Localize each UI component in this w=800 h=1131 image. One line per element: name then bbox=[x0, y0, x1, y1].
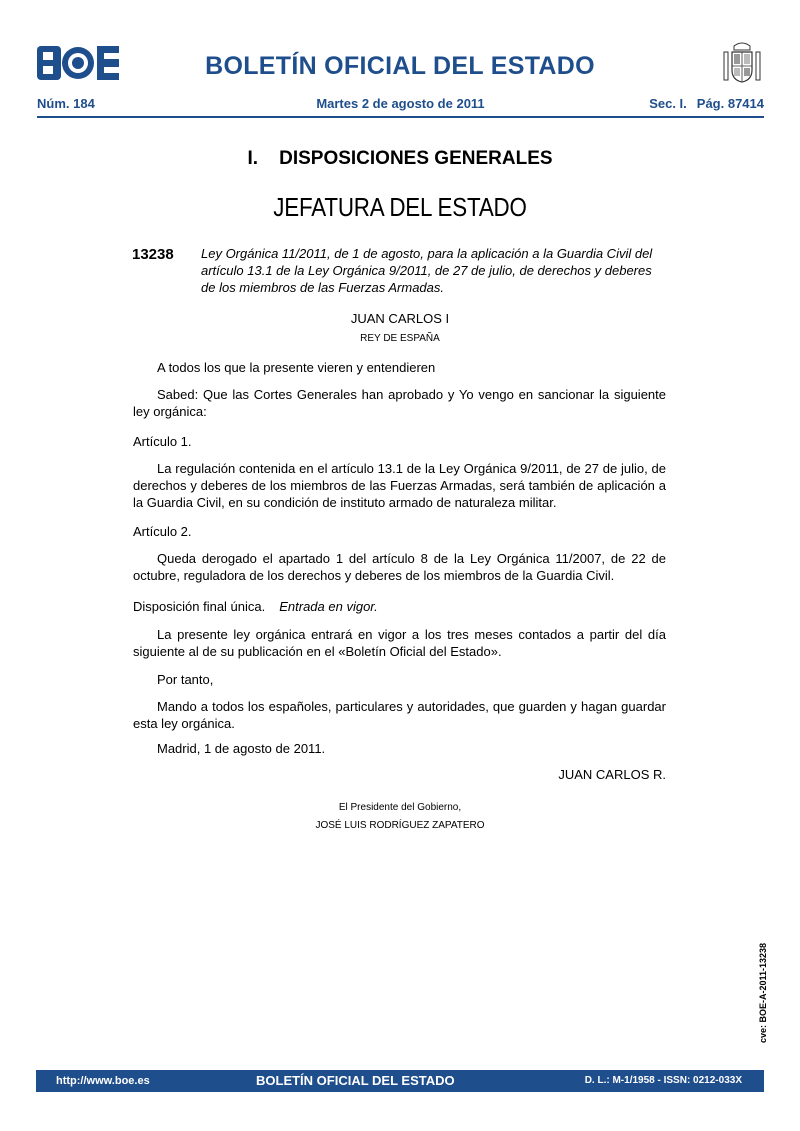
footer-url-link[interactable]: http://www.boe.es bbox=[56, 1075, 150, 1087]
boe-logo bbox=[37, 46, 119, 80]
coat-of-arms-icon bbox=[720, 40, 764, 86]
final-provision-text: La presente ley orgánica entrará en vigor a los tres meses contados a partir del día siguiente al de su publicación en el «Boletín Oficial del Estado». bbox=[133, 627, 666, 659]
paragraph-por-tanto: Por tanto, bbox=[157, 672, 214, 687]
paragraph-mando: Mando a todos los españoles, particulares y autoridades, que guarden y hagan guardar esta ley orgánica. bbox=[133, 699, 666, 731]
header-rule bbox=[37, 116, 764, 118]
issue-date: Martes 2 de agosto de 2011 bbox=[316, 96, 485, 111]
final-provision-heading bbox=[133, 598, 666, 615]
section-title: I. DISPOSICIONES GENERALES bbox=[247, 148, 553, 169]
footer-title: BOLETÍN OFICIAL DEL ESTADO bbox=[256, 1073, 455, 1088]
king-name: JUAN CARLOS I bbox=[350, 311, 450, 326]
article-1-text: La regulación contenida en el artículo 13.1 de la Ley Orgánica 9/2011, de 27 de julio, de derechos y deberes de los miembros de las Fuerzas Armadas, será también de aplicación a la Guardia Civil, en su condición de instituto armado de naturaleza militar. bbox=[133, 461, 666, 510]
page-number: Pág. 87414 bbox=[696, 96, 764, 111]
king-title: REY DE ESPAÑA bbox=[360, 333, 440, 344]
footer-legal: D. L.: M-1/1958 - ISSN: 0212-033X bbox=[584, 1075, 742, 1086]
cve-text: cve: BOE-A-2011-13238 bbox=[758, 942, 768, 1043]
header-title: BOLETÍN OFICIAL DEL ESTADO bbox=[205, 52, 595, 80]
header-meta bbox=[37, 96, 764, 114]
issue-number: Núm. 184 bbox=[37, 96, 95, 111]
paragraph-place-date: Madrid, 1 de agosto de 2011. bbox=[157, 741, 326, 756]
entry-number: 13238 bbox=[132, 246, 174, 263]
paragraph-intro: A todos los que la presente vieren y entendieren bbox=[157, 360, 436, 375]
final-provision-subheading: Entrada en vigor. bbox=[279, 599, 378, 614]
final-provision-label: Disposición final única. bbox=[133, 599, 266, 614]
article-2-text: Queda derogado el apartado 1 del artículo 8 de la Ley Orgánica 11/2007, de 22 de octubre, reguladora de los derechos y deberes de los miembros de la Guardia Civil. bbox=[133, 551, 666, 583]
entry-title: Ley Orgánica 11/2011, de 1 de agosto, para la aplicación a la Guardia Civil del artículo 13.1 de la Ley Orgánica 9/2011, de 27 de julio, de derechos y deberes de los miembros de las Fuerzas Armadas. bbox=[201, 246, 653, 295]
president-label: El Presidente del Gobierno, bbox=[338, 802, 462, 813]
article-2-heading: Artículo 2. bbox=[133, 524, 192, 539]
footer-bar bbox=[36, 1070, 764, 1092]
section-label: Sec. I. bbox=[649, 96, 687, 111]
section-page bbox=[649, 96, 764, 111]
king-signature: JUAN CARLOS R. bbox=[558, 767, 666, 782]
paragraph-sabed: Sabed: Que las Cortes Generales han aprobado y Yo vengo en sancionar la siguiente ley orgánica: bbox=[133, 387, 666, 419]
cve-code bbox=[748, 942, 770, 1045]
article-1-heading: Artículo 1. bbox=[133, 434, 192, 449]
president-name: JOSÉ LUIS RODRÍGUEZ ZAPATERO bbox=[315, 820, 485, 831]
department-title: JEFATURA DEL ESTADO bbox=[273, 192, 527, 222]
